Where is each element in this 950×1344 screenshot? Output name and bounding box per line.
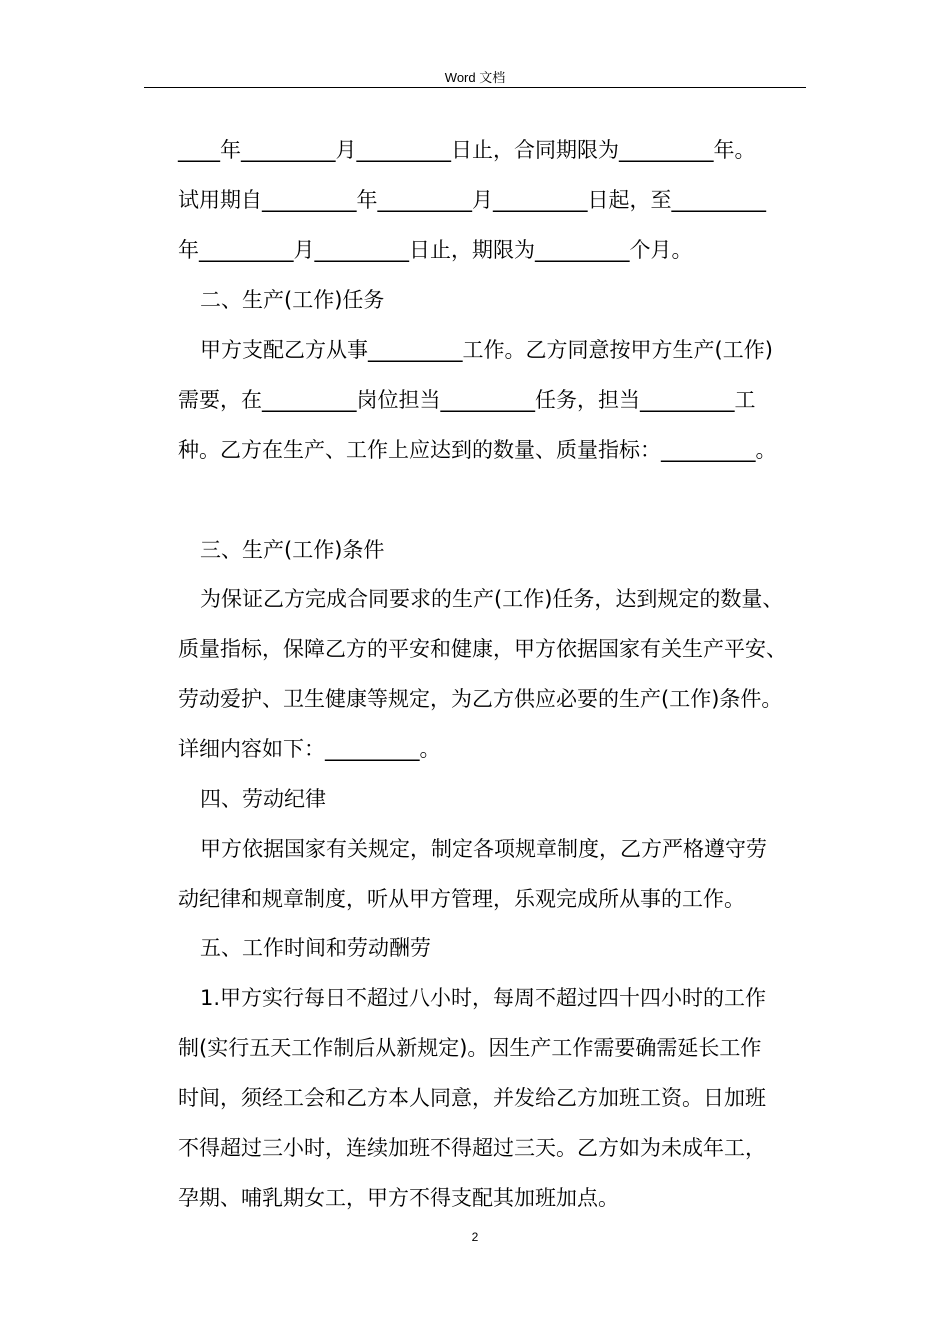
body-line: 制(实行五天工作制后从新规定)。因生产工作需要确需延长工作	[178, 1036, 762, 1060]
body-line: 劳动爱护、卫生健康等规定，为乙方供应必要的生产(工作)条件。	[178, 687, 783, 711]
body-line: 甲方支配乙方从事_________工作。乙方同意按甲方生产(工作)	[200, 338, 773, 362]
body-line: 时间，须经工会和乙方本人同意，并发给乙方加班工资。日加班	[178, 1086, 766, 1110]
header-divider	[144, 87, 806, 88]
body-line: 种。乙方在生产、工作上应达到的数量、质量指标：_________。	[178, 438, 777, 462]
body-line: 1.甲方实行每日不超过八小时，每周不超过四十四小时的工作	[200, 986, 767, 1010]
body-line: 需要，在_________岗位担当_________任务，担当_________工	[178, 388, 756, 412]
section-heading: 四、劳动纪律	[200, 787, 326, 811]
section-heading: 三、生产(工作)条件	[200, 538, 385, 562]
body-line: 甲方依据国家有关规定，制定各项规章制度，乙方严格遵守劳	[200, 837, 767, 861]
body-line: 试用期自_________年_________月_________日起，至_________	[178, 188, 766, 212]
page-number: 2	[471, 1230, 479, 1244]
body-line: 为保证乙方完成合同要求的生产(工作)任务，达到规定的数量、	[200, 587, 784, 611]
page-header-title: Word 文档	[444, 70, 506, 85]
section-heading: 二、生产(工作)任务	[200, 288, 385, 312]
body-line: 年_________月_________日止，期限为_________个月。	[178, 238, 693, 262]
body-line: 质量指标，保障乙方的平安和健康，甲方依据国家有关生产平安、	[178, 637, 787, 661]
body-line: 孕期、哺乳期女工，甲方不得支配其加班加点。	[178, 1186, 619, 1210]
section-heading: 五、工作时间和劳动酬劳	[200, 936, 431, 960]
body-line: 详细内容如下：_________。	[178, 737, 441, 761]
body-line: 动纪律和规章制度，听从甲方管理，乐观完成所从事的工作。	[178, 887, 745, 911]
body-line: 不得超过三小时，连续加班不得超过三天。乙方如为未成年工，	[178, 1136, 766, 1160]
body-line: ____年_________月_________日止，合同期限为_________年。	[178, 138, 756, 162]
